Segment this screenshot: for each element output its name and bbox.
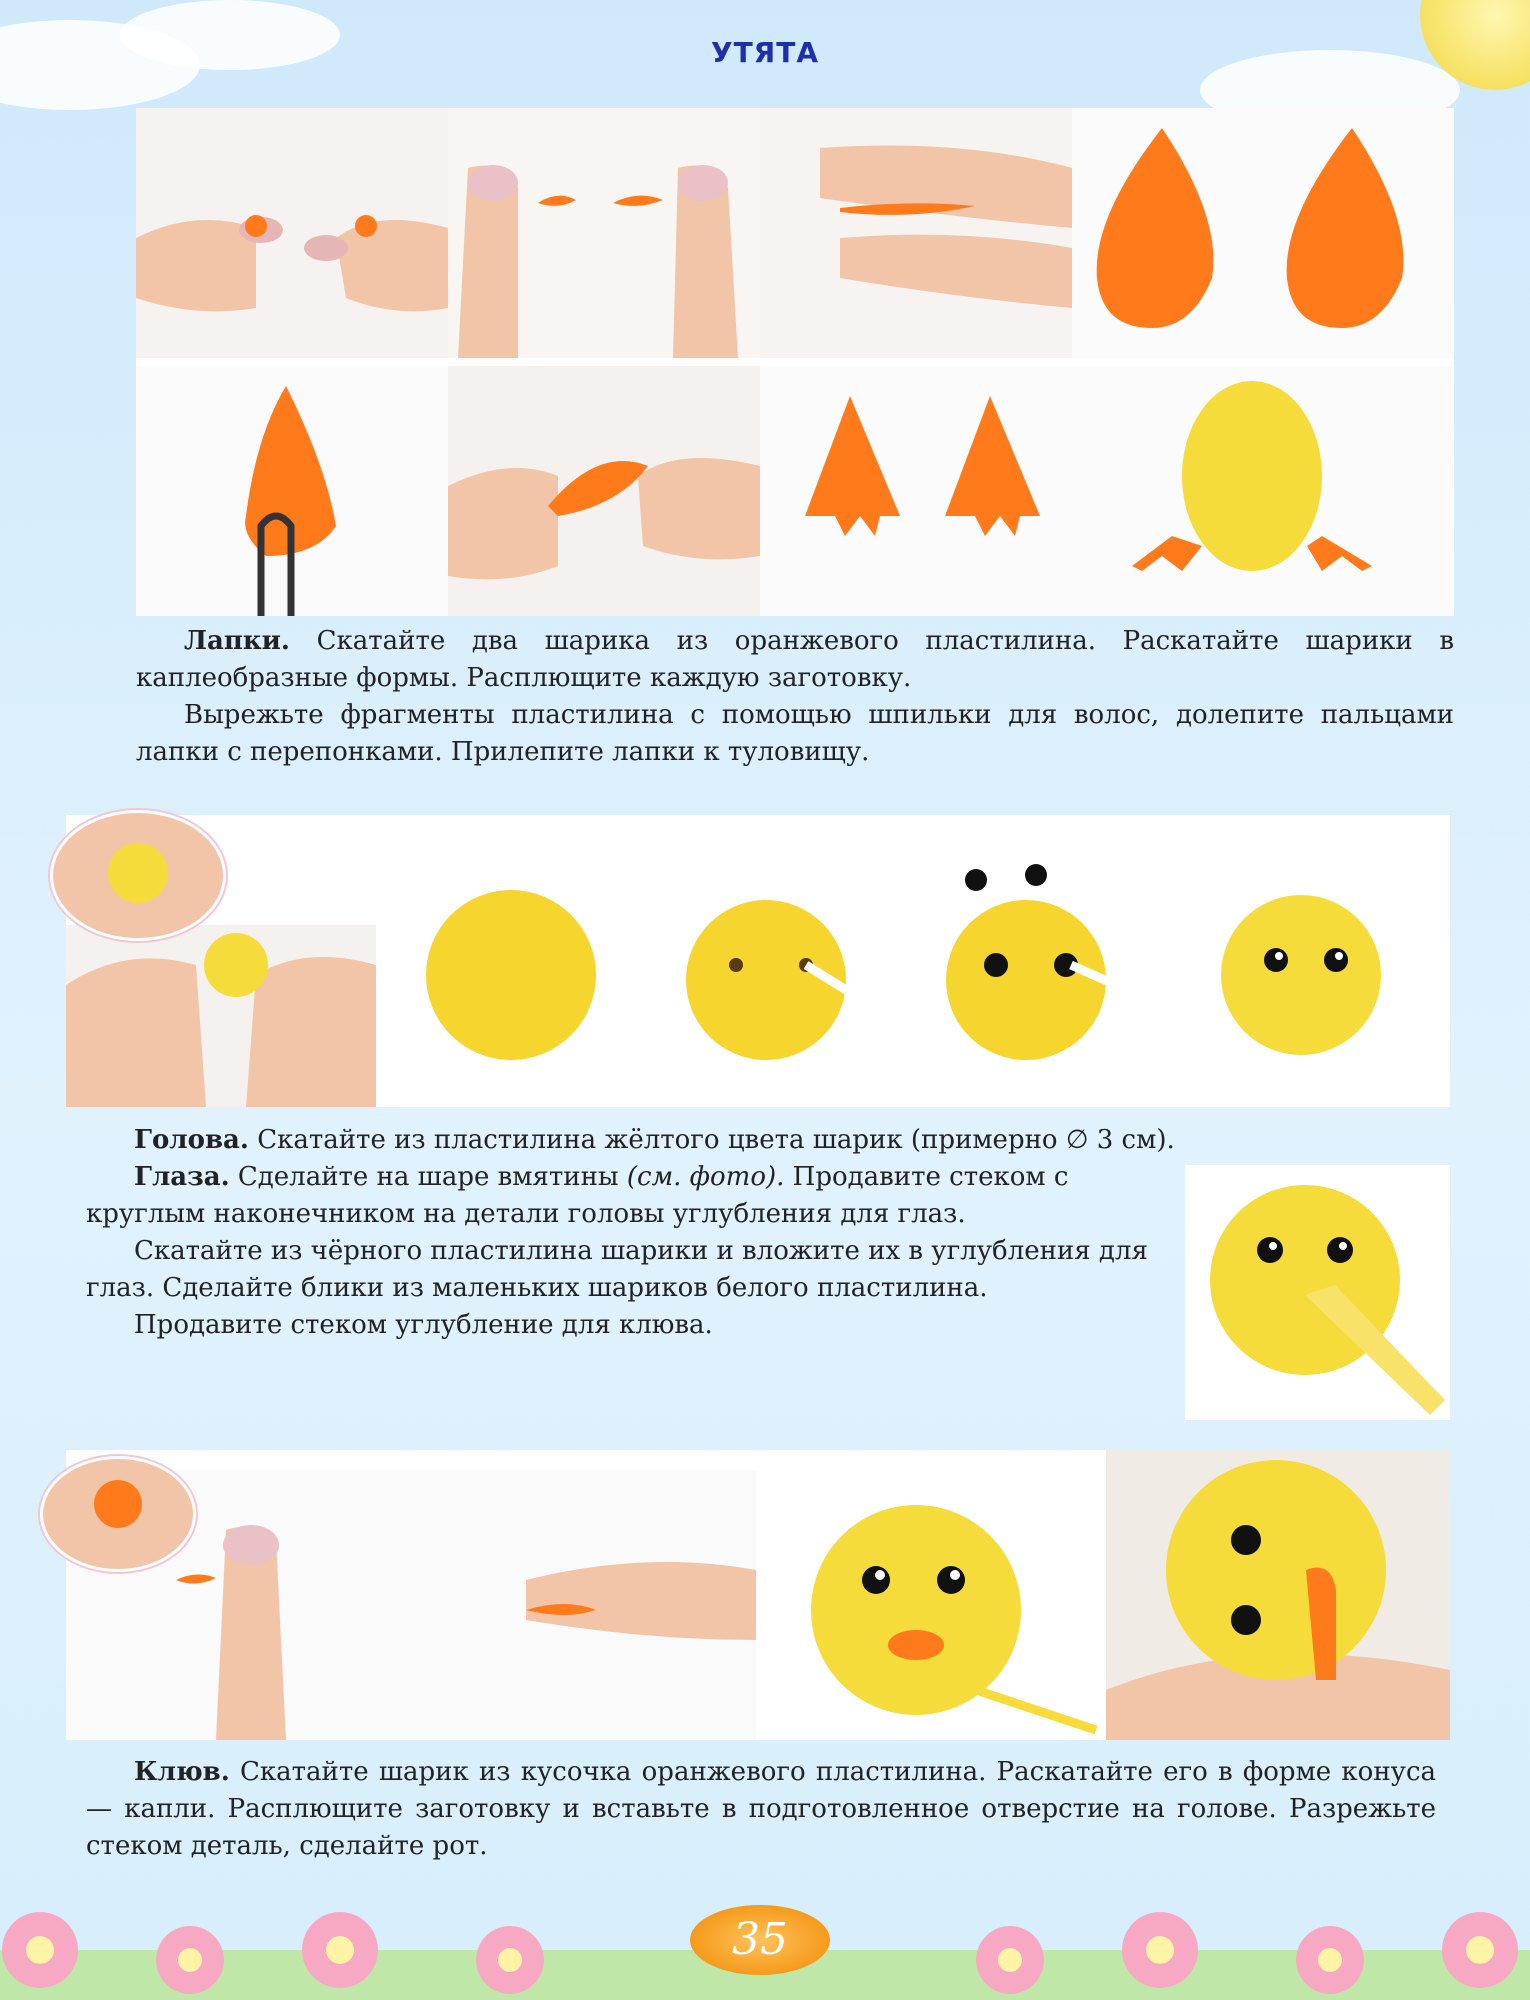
head-text <box>86 1122 1176 1344</box>
photo-eye-highlights <box>1186 865 1450 1085</box>
inset-oval-orange-ball <box>40 1456 196 1572</box>
eyes-paragraph-a: Сделайте на шаре вмятины <box>237 1162 619 1192</box>
head-paragraph-4: Продавите стеком углубление для клюва. <box>134 1310 713 1340</box>
head-photo-strip <box>66 815 1450 1107</box>
inset-oval-yellow-ball <box>50 810 226 941</box>
paws-paragraph-2: Вырежьте фрагменты пластилина с помощью шпильки для волос, долепите пальцами лапки с перепонками. Прилепите лапки к туловищу. <box>136 700 1454 767</box>
paws-text <box>136 623 1454 771</box>
head-heading: Голова. <box>134 1125 249 1155</box>
photo-rolling-yellow-ball <box>66 925 376 1107</box>
beak-heading: Клюв. <box>134 1757 230 1787</box>
photo-beak-attached <box>766 1470 1106 1740</box>
paws-photo-grid <box>136 108 1454 616</box>
photo-beak-hole <box>1185 1165 1450 1420</box>
beak-paragraph-1: Скатайте шарик из кусочка оранжевого пластилина. Раскатайте его в форме конуса — капли. Расплющите заготовку и вставьте в подготовленное отверстие на голове. Разрежьте стеком деталь, сделайте рот. <box>86 1757 1437 1861</box>
photo-body-with-paws <box>1072 366 1454 616</box>
photo-cutting-hairpin <box>136 366 448 616</box>
beak-photo-strip <box>66 1450 1450 1740</box>
photo-eye-dents <box>656 865 916 1085</box>
photo-flattening <box>760 108 1072 358</box>
head-paragraph-3: Скатайте из чёрного пластилина шарики и вложите их в углубления для глаз. Сделайте блики из маленьких шариков белого пластилина. <box>86 1236 1148 1303</box>
photo-rolling-balls <box>136 108 448 358</box>
photo-flat-drops <box>1072 108 1454 358</box>
paws-paragraph-1: Скатайте два шарика из оранжевого пластилина. Раскатайте шарики в каплеобразные формы. Расплющите каждую заготовку. <box>136 626 1454 693</box>
photo-shaping-paw <box>448 366 760 616</box>
photo-cutting-mouth <box>1106 1450 1450 1740</box>
eyes-heading: Глаза. <box>134 1162 230 1192</box>
eyes-paragraph-italic: (см. фото). <box>626 1162 785 1192</box>
page-number: 35 <box>690 1905 830 1975</box>
photo-yellow-ball <box>396 865 626 1085</box>
eyes-paragraph-b: Продавите стеком с круглым наконечником на детали головы углубления для глаз. <box>86 1162 1069 1229</box>
photo-black-eyes <box>916 835 1186 1085</box>
head-paragraph-1: Скатайте из пластилина жёлтого цвета шарик (примерно ∅ 3 см). <box>257 1125 1175 1155</box>
page-title: УТЯТА <box>710 36 820 69</box>
photo-drop-shapes <box>448 108 760 358</box>
paws-heading: Лапки. <box>184 626 290 656</box>
beak-text <box>86 1754 1436 1865</box>
photo-two-paws <box>760 366 1072 616</box>
